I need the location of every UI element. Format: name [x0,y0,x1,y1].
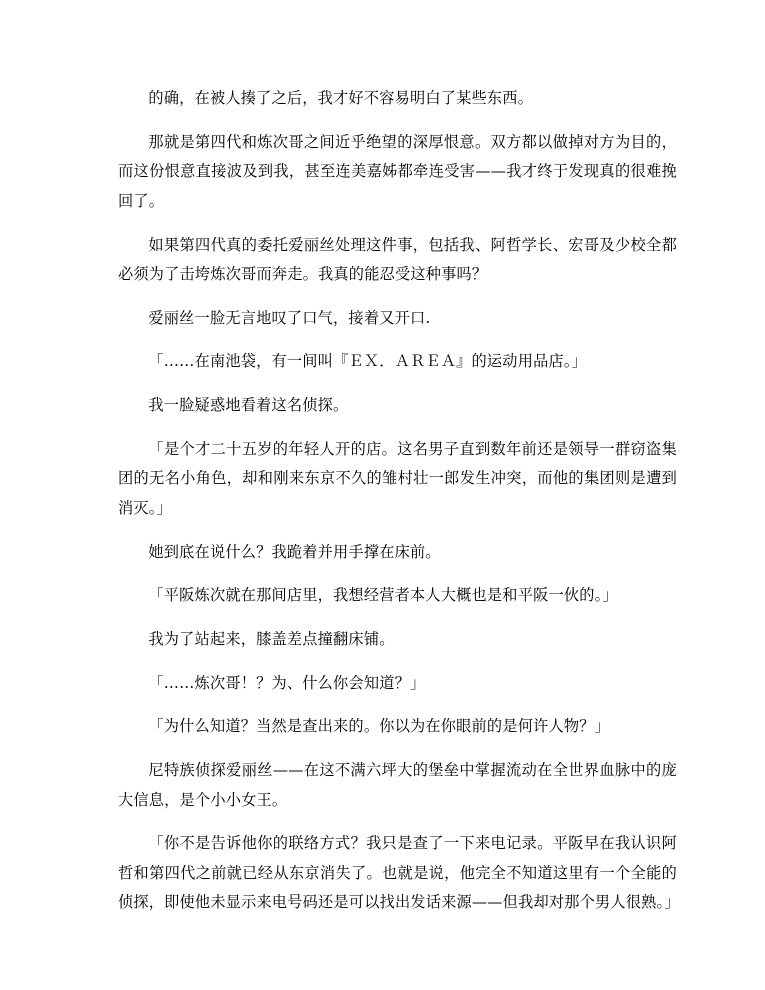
paragraph-dialogue: 「……炼次哥！？为、什么你会知道？」 [148,673,426,692]
paragraph: 的确，在被人揍了之后，我才好不容易明白了某些东西。 [148,89,534,107]
paragraph-dialogue: 「你不是告诉他你的联络方式？我只是查了一下来电记录。平阪早在我认识阿哲和第四代之前就已经从东京消失了。也就是说，他完全不知道这里有一个全能的侦探，即使他未显示来电号码还是可以找出发话来源——但我却对那个男人很熟。」 [118,834,680,912]
paragraph: 我一脸疑惑地看着这名侦探。 [148,396,349,415]
paragraph: 那就是第四代和炼次哥之间近乎绝望的深厚恨意。双方都以做掉对方为目的，而这份恨意直接波及到我，甚至连美嘉姊都牵连受害——我才终于发现真的很难挽回了。 [118,132,677,210]
paragraph: 如果第四代真的委托爱丽丝处理这件事，包括我、阿哲学长、宏哥及少校全都必须为了击垮炼次哥而奔走。我真的能忍受这种事吗？ [118,235,677,284]
paragraph: 尼特族侦探爱丽丝——在这不满六坪大的堡垒中掌握流动在全世界血脉中的庞大信息，是个小小女王。 [118,760,677,809]
paragraph-dialogue: 「为什么知道？当然是查出来的。你以为在你眼前的是何许人物？」 [148,717,611,736]
paragraph: 我为了站起来，膝盖差点撞翻床铺。 [148,629,395,648]
paragraph-dialogue: 「平阪炼次就在那间店里，我想经营者本人大概也是和平阪一伙的。」 [148,586,618,605]
paragraph: 她到底在说什么？我跪着并用手撑在床前。 [148,542,441,561]
paragraph: 爱丽丝一脸无言地叹了口气，接着又开口. [148,308,431,327]
document-body [118,84,680,918]
paragraph-dialogue: 「是个才二十五岁的年轻人开的店。这名男子直到数年前还是领导一群窃盗集团的无名小角色，却和刚来东京不久的雏村壮一郎发生冲突，而他的集团则是遭到消灭。」 [118,439,677,518]
paragraph-dialogue: 「……在南池袋，有一间叫『ＥＸ．ＡＲＥＡ』的运动用品店。」 [148,352,588,371]
